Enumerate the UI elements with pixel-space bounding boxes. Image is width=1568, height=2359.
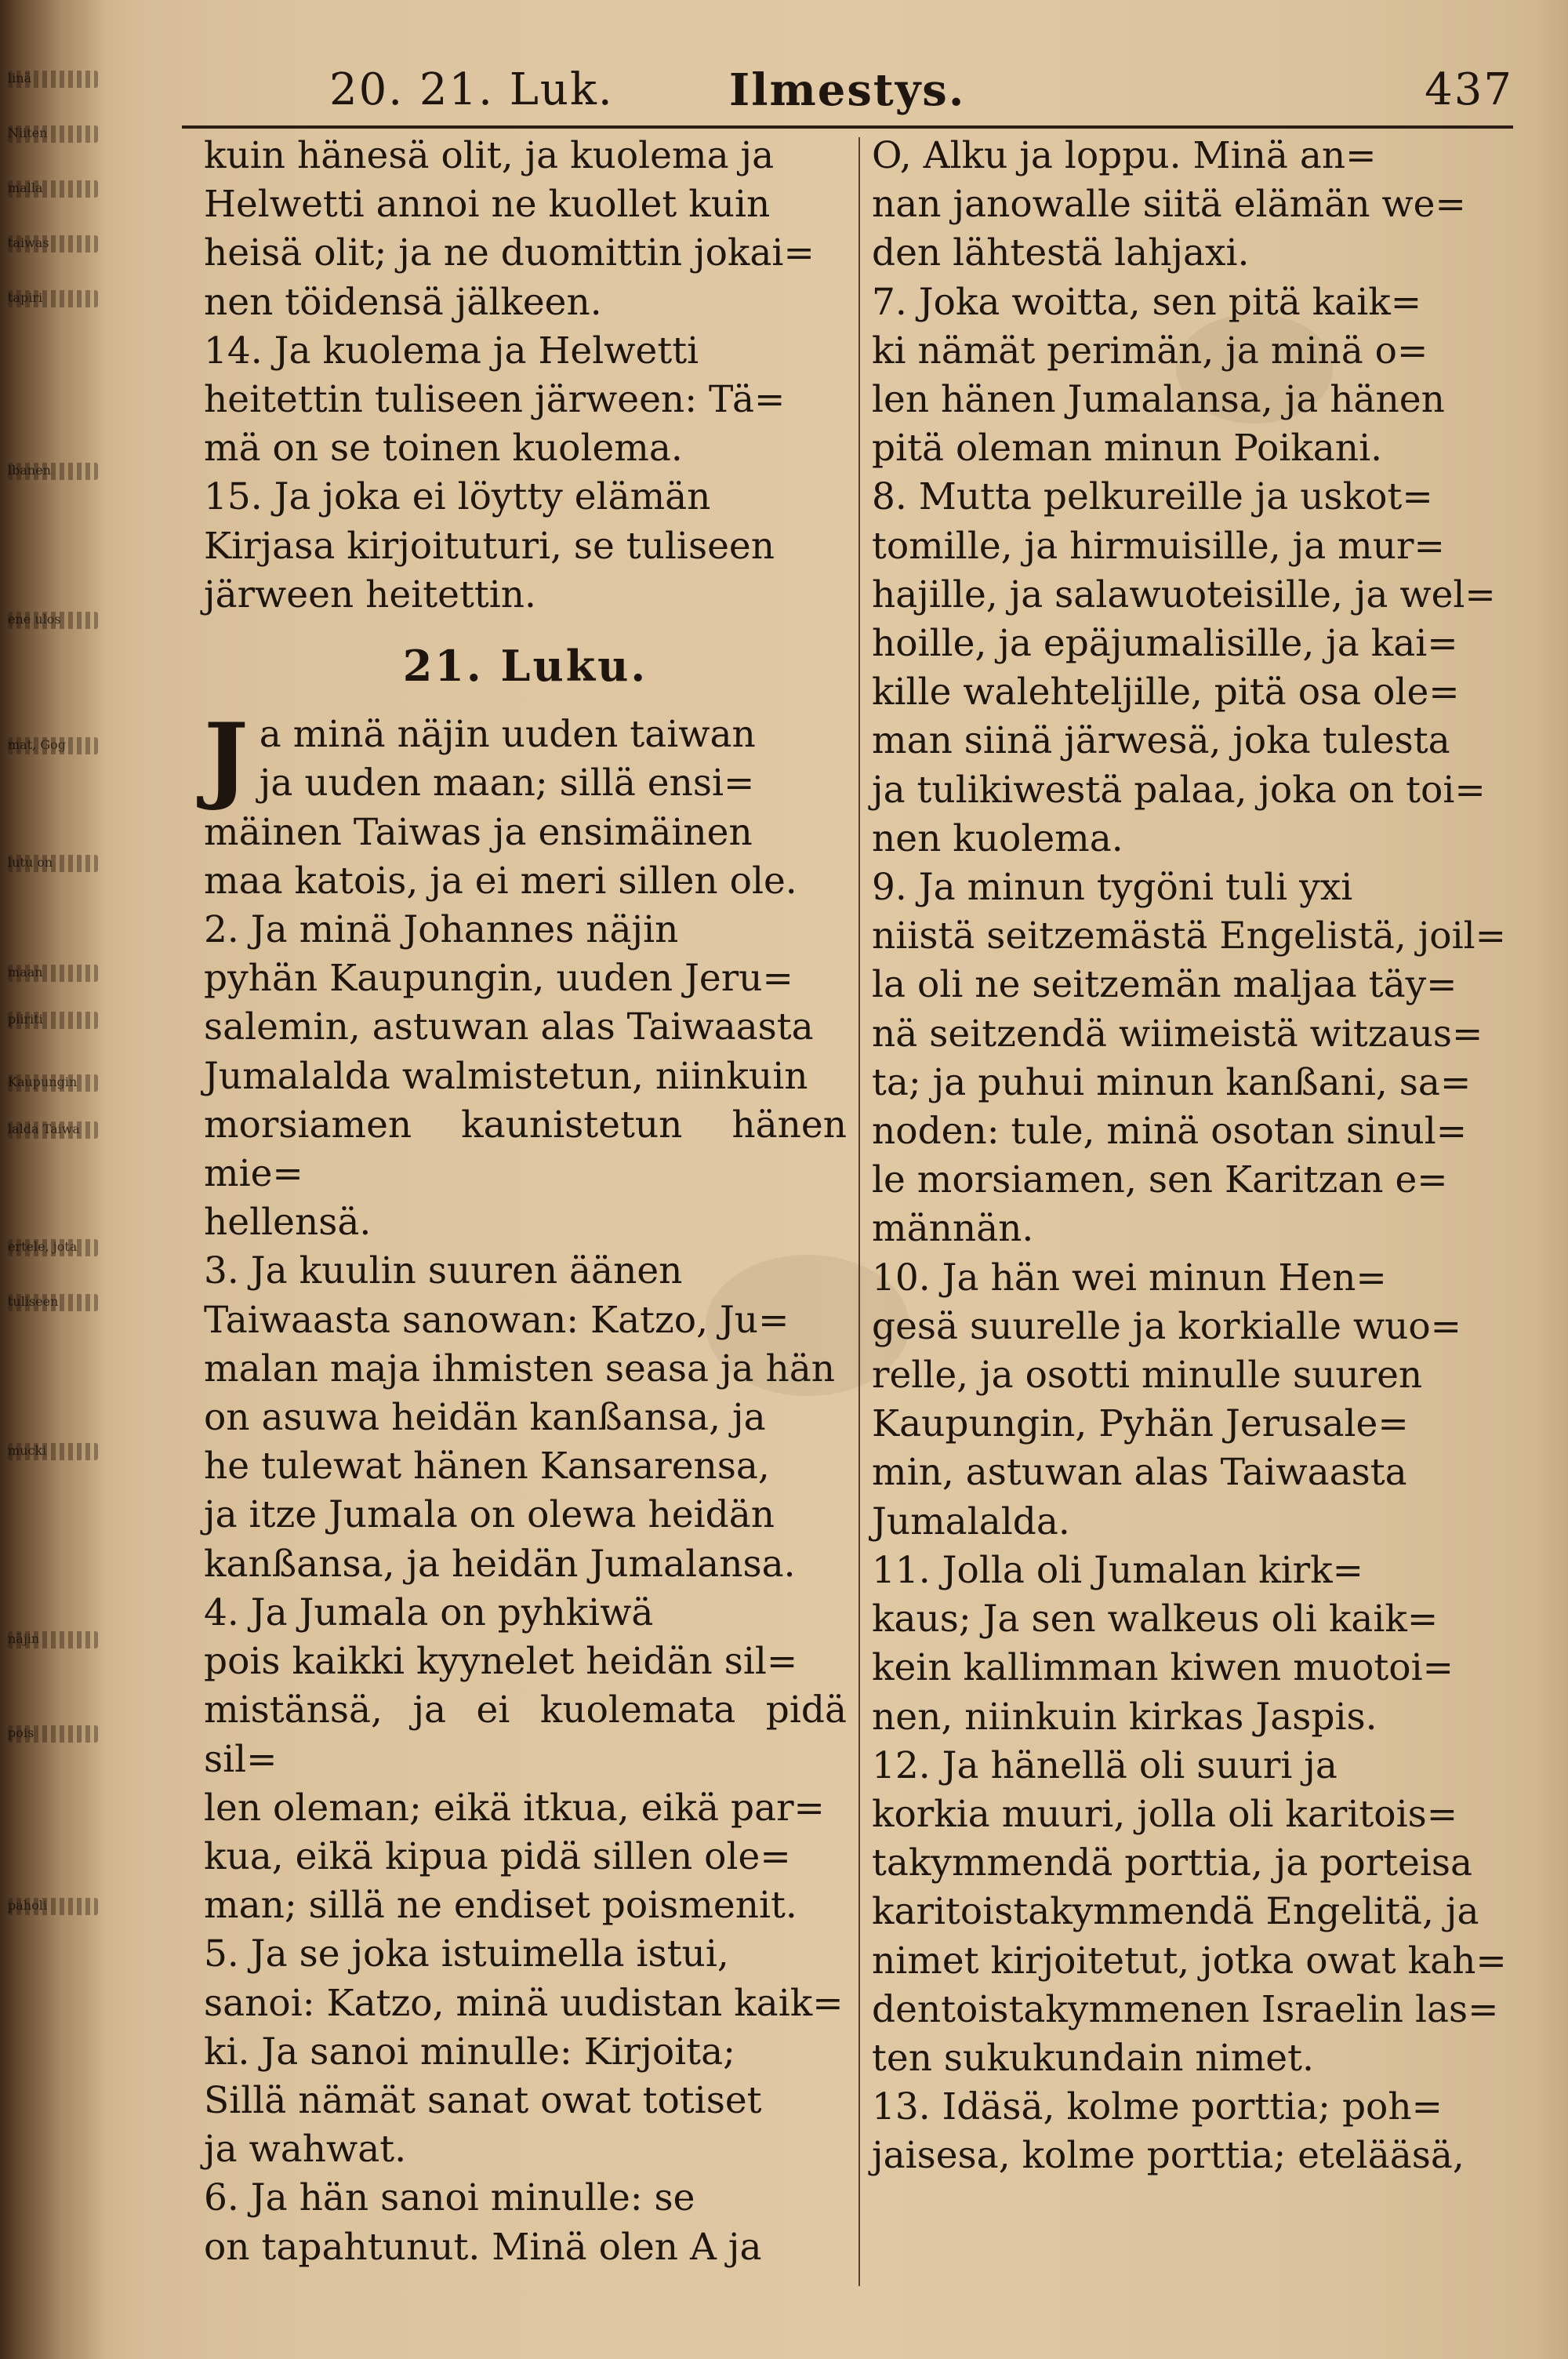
- verse-12: 12. Ja hänellä oli suuri ja korkia muuri, jolla oli karitois= takymmendä porttia, ja porteisa karitoistakymmendä Engelitä, ja nimet kirjoitetut, jotka owat kah= dentoistakymmenen Israelin las= ten sukukundain nimet.: [872, 1743, 1507, 2080]
- margin-fragment: tapiri: [8, 290, 98, 307]
- margin-fragment: maan: [8, 965, 98, 982]
- verse-9: 9. Ja minun tygöni tuli yxi niistä seitzemästä Engelistä, joil= la oli ne seitzemän maljaa täy= nä seitzendä wiimeistä witzaus= ta; ja puhui minun kanßani, sa= noden: tule, minä osotan sinul= le morsiamen, sen Karitzan e= männän.: [872, 866, 1507, 1251]
- margin-fragment: pois: [8, 1725, 98, 1743]
- verse-14: 14. Ja kuolema ja Helwetti heitettin tuliseen järween: Tä= mä on se toinen kuolema.: [204, 329, 786, 471]
- paragraph: O, Alku ja loppu. Minä an= nan janowalle siitä elämän we= den lähtestä lahjaxi.: [872, 134, 1466, 275]
- margin-fragment: mucki: [8, 1443, 98, 1460]
- page-number: 437: [1425, 64, 1513, 115]
- verse-13: 13. Idäsä, kolme porttia; poh= jaisesa, kolme porttia; etelääsä,: [872, 2085, 1465, 2178]
- verse-4: 4. Ja Jumala on pyhkiwä pois kaikki kyynelet heidän sil= mistänsä, ja ei kuolemata pidä sil= len oleman; eikä itkua, eikä par= kua, eikä kipua pidä sillen ole= man; sillä ne endiset poismenit.: [204, 1590, 847, 1928]
- right-column: [872, 132, 1515, 2181]
- adjacent-page-edge: [0, 0, 106, 2359]
- margin-fragment: ene ulos: [8, 612, 98, 629]
- verse-1: [204, 703, 847, 906]
- margin-fragment: näjin: [8, 1631, 98, 1648]
- paragraph: kuin hänesä olit, ja kuolema ja Helwetti annoi ne kuollet kuin heisä olit; ja ne duomittin jokai= nen töidensä jälkeen.: [204, 134, 815, 324]
- margin-fragment: taiwas: [8, 235, 98, 253]
- left-column: [204, 132, 847, 2272]
- verse-10: 10. Ja hän wei minun Hen= gesä suurelle ja korkialle wuo= relle, ja osotti minulle suuren Kaupungin, Pyhän Jerusale= min, astuwan alas Taiwaasta Jumalalda.: [872, 1256, 1462, 1543]
- chapter-reference: 20. 21. Luk.: [329, 64, 614, 115]
- verse-15: 15. Ja joka ei löytty elämän Kirjasa kirjoituturi, se tuliseen järween heitettin.: [204, 475, 775, 616]
- margin-fragment: lalda Taiwa: [8, 1121, 98, 1139]
- verse-2: 2. Ja minä Johannes näjin pyhän Kaupungin, uuden Jeru= salemin, astuwan alas Taiwaasta Jumalalda walmistetun, niinkuin morsiamen kaunistetun hänen mie= hellensä.: [204, 908, 847, 1245]
- margin-fragment: tuliseen: [8, 1294, 98, 1311]
- drop-cap: J: [204, 703, 249, 814]
- verse-6: 6. Ja hän sanoi minulle: se on tapahtunut. Minä olen A ja: [204, 2176, 762, 2269]
- margin-fragment: ertele, jota: [8, 1239, 98, 1256]
- chapter-heading: 21. Luku.: [402, 641, 648, 692]
- margin-fragment: paholi: [8, 1898, 98, 1915]
- book-title: Ilmestys.: [729, 64, 966, 116]
- verse-8: 8. Mutta pelkureille ja uskot= tomille, ja hirmuisille, ja mur= hajille, ja salawuoteisille, ja wel= hoille, ja epäjumalisille, ja kai= kille walehteljille, pitä osa ole= man siinä järwesä, joka tulesta ja tulikiwestä palaa, joka on toi= nen kuolema.: [872, 475, 1496, 860]
- margin-fragment: mat, Gog: [8, 737, 98, 754]
- verse-1-text: a minä näjin uuden taiwan ja uuden maan; sillä ensi= mäinen Taiwas ja ensimäinen maa katois, ja ei meri sillen ole.: [204, 713, 797, 903]
- margin-fragment: malla: [8, 180, 98, 198]
- verse-3: 3. Ja kuulin suuren äänen Taiwaasta sanowan: Katzo, Ju= malan maja ihmisten seasa ja hän on asuwa heidän kanßansa, ja he tulewat hänen Kansarensa, ja itze Jumala on olewa heidän kanßansa, ja heidän Jumalansa.: [204, 1249, 836, 1586]
- margin-fragment: piiriti: [8, 1012, 98, 1029]
- column-divider: [858, 137, 860, 2286]
- running-header: [188, 64, 1513, 119]
- verse-7: 7. Joka woitta, sen pitä kaik= ki nämät perimän, ja minä o= len hänen Jumalansa, ja hänen pitä oleman minun Poikani.: [872, 280, 1445, 471]
- verse-11: 11. Jolla oli Jumalan kirk= kaus; Ja sen walkeus oli kaik= kein kallimman kiwen muotoi= nen, niinkuin kirkas Jaspis.: [872, 1548, 1454, 1739]
- margin-fragment: lbanen: [8, 463, 98, 480]
- margin-fragment: Niiten: [8, 125, 98, 143]
- margin-fragment: Kaupungin: [8, 1074, 98, 1092]
- header-rule: [182, 125, 1513, 129]
- margin-fragment: lutu on: [8, 855, 98, 872]
- margin-fragment: linä: [8, 71, 98, 88]
- verse-5: 5. Ja se joka istuimella istui, sanoi: Katzo, minä uudistan kaik= ki. Ja sanoi minulle: Kirjoita; Sillä nämät sanat owat totiset ja wahwat.: [204, 1932, 844, 2172]
